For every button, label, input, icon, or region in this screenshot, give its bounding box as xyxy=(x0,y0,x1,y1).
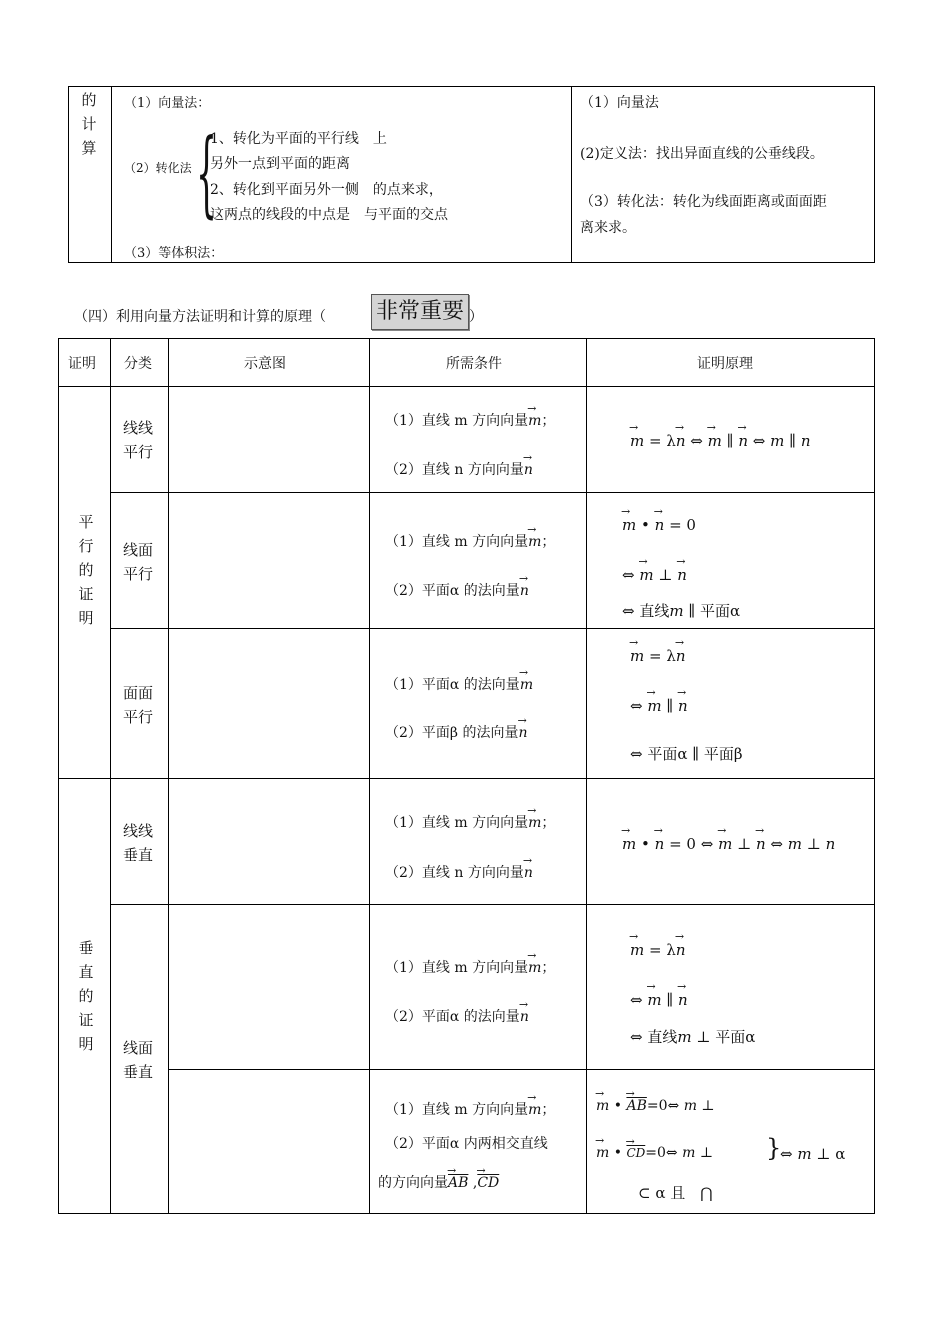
row5-principle-3: ⊂ α 且 ⋂ xyxy=(638,1184,713,1202)
row3-cond-2: （2）直线 n 方向向量→ n xyxy=(385,862,533,882)
row5-result: ⇔ m ⊥ α xyxy=(780,1145,846,1163)
method-volume: （3）等体积法： xyxy=(124,246,224,261)
row1-principle-2: ⇔ → m ⊥ → n xyxy=(622,566,687,584)
transform-line-2: 另外一点到平面的距离 xyxy=(210,156,350,172)
row4-principle-3: ⇔ 直线m ⊥ 平面α xyxy=(630,1028,756,1046)
row0-principle: → m = λ→ n ⇔ → m ∥ → n ⇔ m ∥ n xyxy=(630,432,811,450)
row4-cond-2: （2）平面α 的法向量→ n xyxy=(385,1006,529,1026)
row1-principle-3: ⇔ 直线m ∥ 平面α xyxy=(622,602,741,620)
row5-cond-1: （1）直线 m 方向向量→ m； xyxy=(385,1099,555,1119)
row2-principle-2: ⇔ → m ∥ → n xyxy=(630,697,688,715)
group-perpendicular: 垂直的证明 xyxy=(78,939,94,1053)
transform-line-1: 1、转化为平面的平行线 上 xyxy=(210,131,387,147)
right-method-1: （1）向量法 xyxy=(580,95,659,111)
row3-cond-1: （1）直线 m 方向向量→ m； xyxy=(385,812,555,832)
category-line-plane-perp: 线面垂直 xyxy=(122,1039,153,1081)
row0-cond-1: （1）直线 m 方向向量→ m； xyxy=(385,410,555,430)
header-diagram: 示意图 xyxy=(244,356,286,372)
row5-principle-2: → m • → $\overline{CD}=0\Leftrightarrow$ m ⊥ xyxy=(596,1145,713,1161)
row4-cond-1: （1）直线 m 方向向量→ m； xyxy=(385,957,555,977)
row5-brace: } xyxy=(766,1134,782,1162)
row1-cond-1: （1）直线 m 方向向量→ m； xyxy=(385,531,555,551)
method-vector: （1）向量法： xyxy=(124,96,211,111)
row5-cond-3: 的方向向量→ $\overline{AB}$ ,→ $\overline{CD}$ xyxy=(378,1172,499,1192)
row2-principle-3: ⇔ 平面α ∥ 平面β xyxy=(630,745,743,763)
category-line-plane-parallel: 线面平行 xyxy=(122,541,153,583)
right-method-2: (2)定义法：找出异面直线的公垂线段。 xyxy=(580,146,824,162)
row2-principle-1: → m = λ→ n xyxy=(630,647,686,665)
header-category: 分类 xyxy=(124,356,152,372)
group-parallel: 平行的证明 xyxy=(78,513,94,627)
row5-principle-1: → m • → $\overline{AB}=0\Leftrightarrow$ m ⊥ xyxy=(596,1098,715,1114)
header-principle: 证明原理 xyxy=(697,356,753,372)
row3-principle: → m • → n = 0 ⇔ → m ⊥ → n ⇔ m ⊥ n xyxy=(622,835,835,853)
row4-principle-1: → m = λ→ n xyxy=(630,941,686,959)
row2-cond-1: （1）平面α 的法向量→ m xyxy=(385,674,533,694)
category-line-line-parallel: 线线平行 xyxy=(122,419,153,461)
row1-principle-1: → m • → n = 0 xyxy=(622,516,696,534)
section-title: （四）利用向量方法证明和计算的原理（ xyxy=(74,309,326,325)
transform-line-4: 这两点的线段的中点是 与平面的交点 xyxy=(210,207,448,223)
row5-cond-2: （2）平面α 内两相交直线 xyxy=(385,1136,548,1152)
right-method-3b: 离来求。 xyxy=(580,220,636,236)
important-badge: 非常重要 xyxy=(371,294,469,330)
section-title-close: ） xyxy=(469,309,483,325)
left-brace: { xyxy=(196,119,217,228)
header-conditions: 所需条件 xyxy=(446,356,502,372)
transform-line-3: 2、转化到平面另外一侧 的点来求， xyxy=(210,182,443,198)
top-row-label: 的计算 xyxy=(81,91,97,157)
category-plane-plane-parallel: 面面平行 xyxy=(122,684,153,726)
row2-cond-2: （2）平面β 的法向量→ n xyxy=(385,722,527,742)
row4-principle-2: ⇔ → m ∥ → n xyxy=(630,991,688,1009)
row0-cond-2: （2）直线 n 方向向量→ n xyxy=(385,459,533,479)
method-transform-label: （2）转化法 xyxy=(124,161,192,175)
right-method-3a: （3）转化法：转化为线面距离或面面距 xyxy=(580,194,827,210)
header-proof: 证明 xyxy=(68,356,96,372)
row1-cond-2: （2）平面α 的法向量→ n xyxy=(385,580,529,600)
category-line-line-perp: 线线垂直 xyxy=(122,822,153,864)
